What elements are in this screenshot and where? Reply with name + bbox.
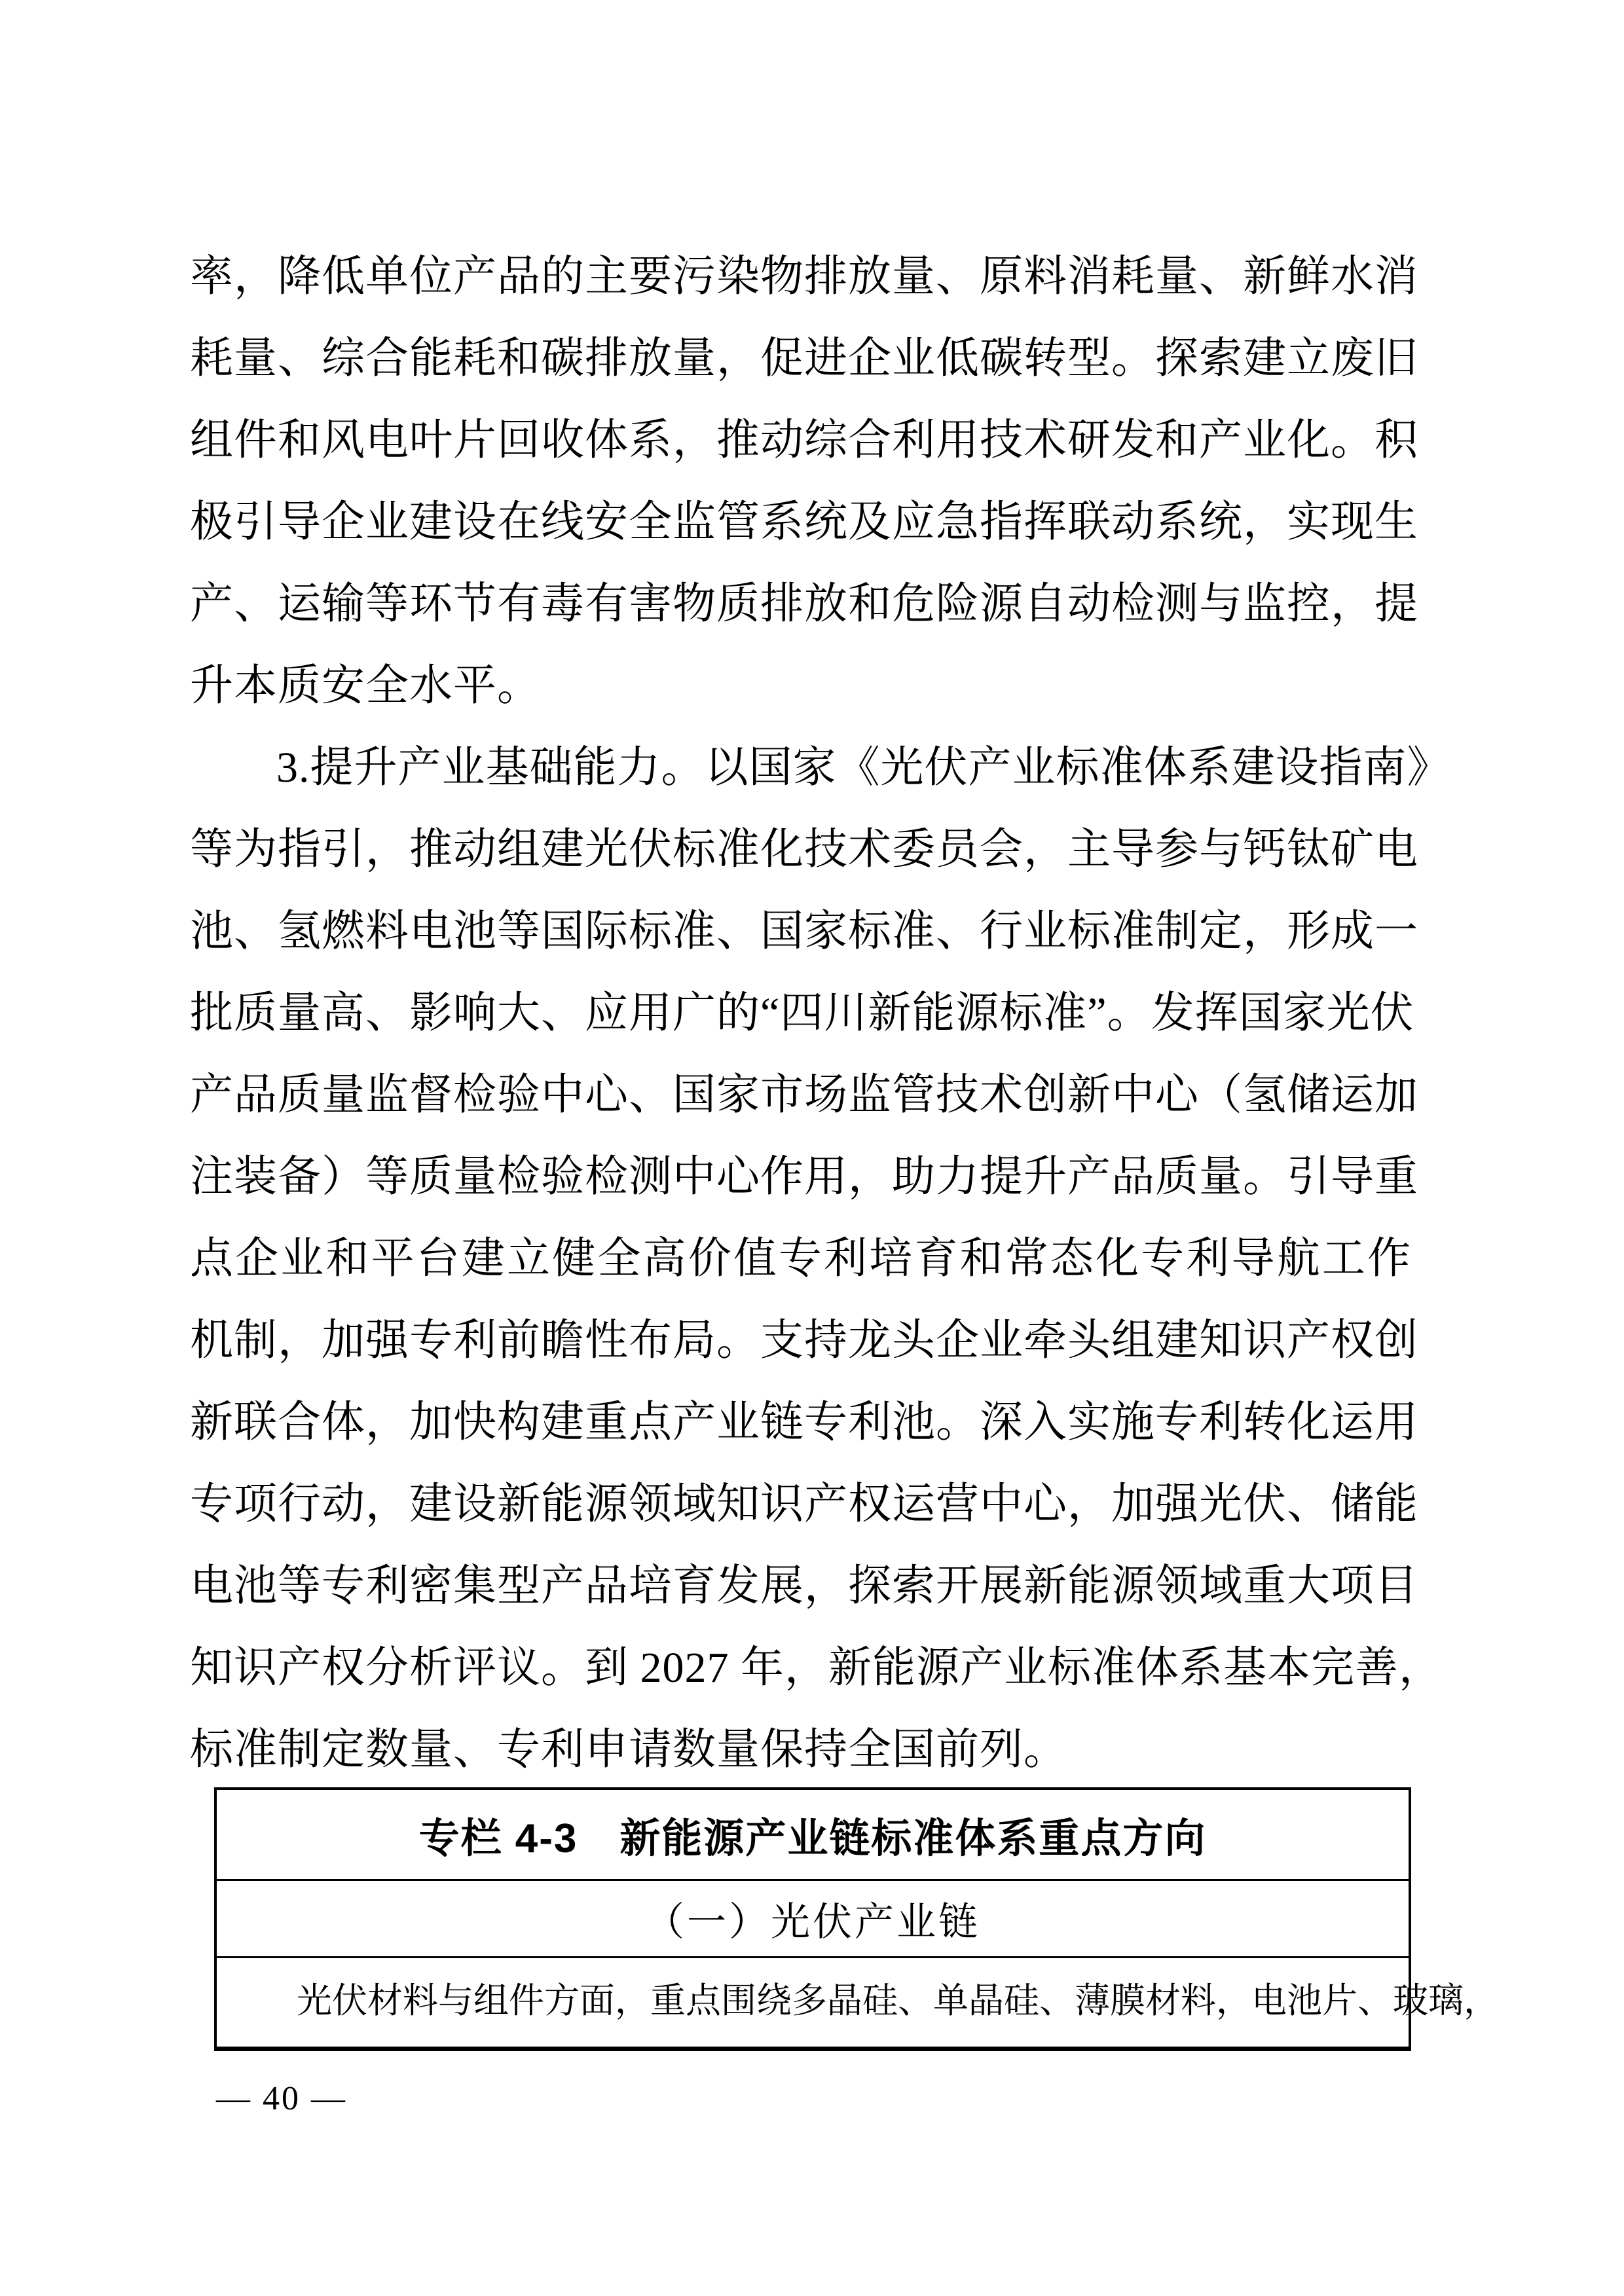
text-line: 3.提升产业基础能力。以国家《光伏产业标准体系建设指南》 bbox=[276, 744, 1451, 792]
text-line: 批质量高、影响大、应用广的“四川新能源标准”。发挥国家光伏 bbox=[190, 989, 1414, 1037]
callout-box-body bbox=[217, 1958, 1499, 2047]
text-line: 耗量、综合能耗和碳排放量，促进企业低碳转型。探索建立废旧 bbox=[190, 335, 1418, 382]
text-line: 知识产权分析评议。到 2027 年，新能源产业标准体系基本完善， bbox=[190, 1644, 1443, 1692]
callout-box-title: 专栏 4-3 新能源产业链标准体系重点方向 bbox=[217, 1790, 1409, 1881]
text-line: 升本质安全水平。 bbox=[190, 662, 541, 710]
text-line: 产品质量监督检验中心、国家市场监管技术创新中心（氢储运加 bbox=[190, 1071, 1418, 1119]
text-line: 专项行动，建设新能源领域知识产权运营中心，加强光伏、储能 bbox=[190, 1480, 1418, 1528]
text-line: 点企业和平台建立健全高价值专利培育和常态化专利导航工作 bbox=[190, 1235, 1411, 1283]
text-line: 电池等专利密集型产品培育发展，探索开展新能源领域重大项目 bbox=[190, 1562, 1418, 1610]
text-line: 等为指引，推动组建光伏标准化技术委员会，主导参与钙钛矿电 bbox=[190, 826, 1418, 873]
text-line: 率，降低单位产品的主要污染物排放量、原料消耗量、新鲜水消 bbox=[190, 253, 1418, 301]
callout-box-section-heading: （一）光伏产业链 bbox=[217, 1881, 1409, 1958]
callout-box bbox=[214, 1787, 1499, 2051]
text-line: 新联合体，加快构建重点产业链专利池。深入实施专利转化运用 bbox=[190, 1398, 1418, 1446]
page-number: — 40 — bbox=[216, 2080, 347, 2117]
text-line: 机制，加强专利前瞻性布局。支持龙头企业牵头组建知识产权创 bbox=[190, 1317, 1418, 1364]
text-line: 产、运输等环节有毒有害物质排放和危险源自动检测与监控，提 bbox=[190, 580, 1418, 628]
text-line: 组件和风电叶片回收体系，推动综合利用技术研发和产业化。积 bbox=[190, 416, 1418, 464]
text-line: 池、氢燃料电池等国际标准、国家标准、行业标准制定，形成一 bbox=[190, 907, 1418, 955]
text-line: 极引导企业建设在线安全监管系统及应急指挥联动系统，实现生 bbox=[190, 498, 1418, 546]
text-line: 注装备）等质量检验检测中心作用，助力提升产品质量。引导重 bbox=[190, 1153, 1418, 1201]
callout-box-body-line: 光伏材料与组件方面，重点围绕多晶硅、单晶硅、薄膜材料，电池片、玻璃， bbox=[297, 1981, 1499, 2020]
body-text bbox=[190, 236, 1451, 1791]
text-line: 标准制定数量、专利申请数量保持全国前列。 bbox=[190, 1726, 1067, 1774]
